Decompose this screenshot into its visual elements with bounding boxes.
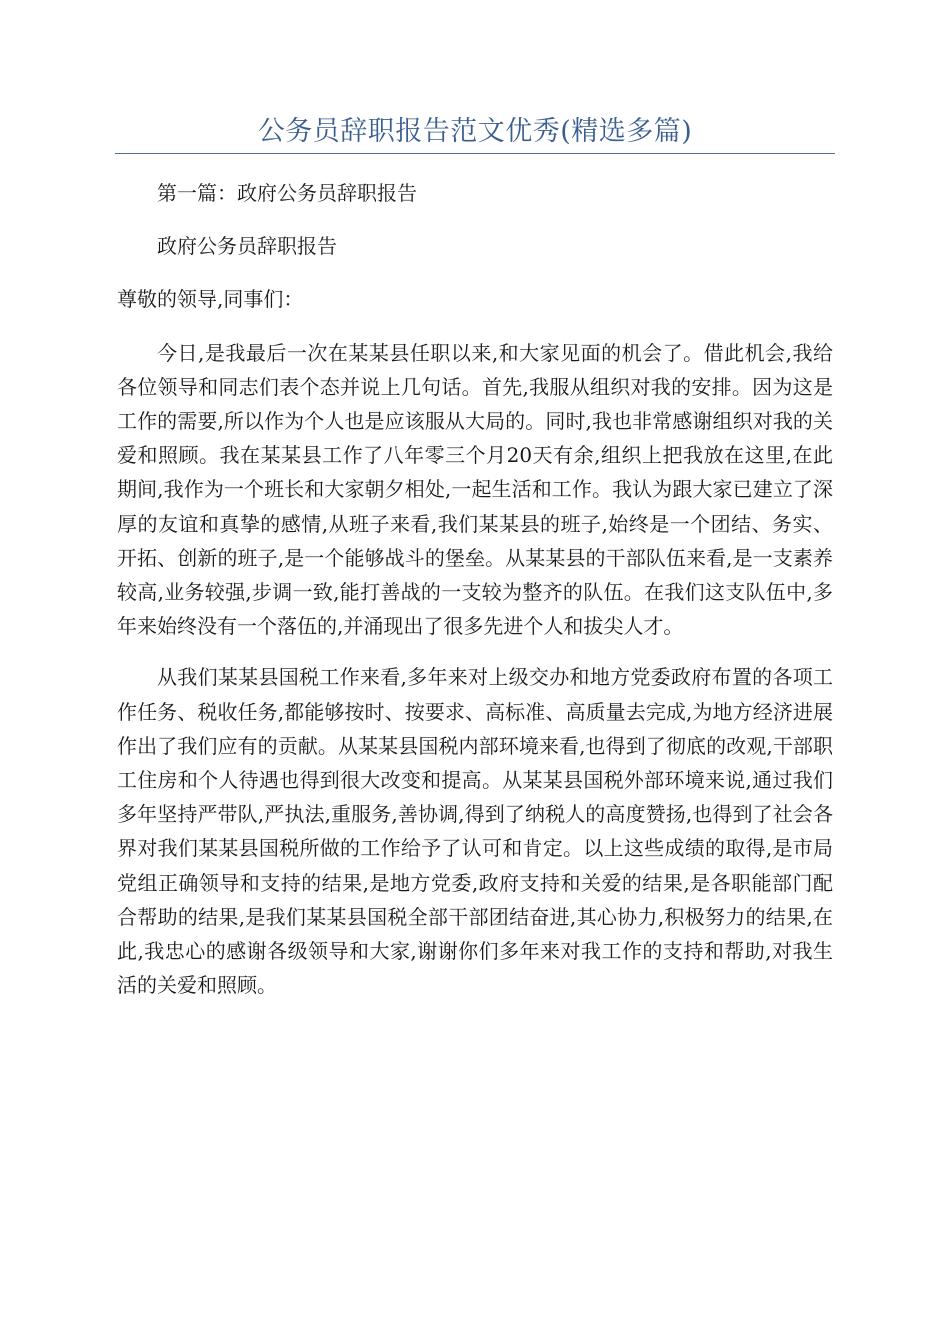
document-title: 公务员辞职报告范文优秀(精选多篇) [257, 116, 693, 147]
section-heading: 第一篇：政府公务员辞职报告 [157, 181, 417, 205]
document-body [117, 176, 833, 1019]
report-heading: 政府公务员辞职报告 [157, 234, 337, 259]
body-paragraph: 从我们某某县国税工作来看,多年来对上级交办和地方党委政府布置的各项工作任务、税收任务,都能够按时、按要求、高标准、高质量去完成,为地方经济进展作出了我们应有的贡献。从某某县国税内部环境来看,也得到了彻底的改观,干部职工住房和个人待遇也得到很大改变和提高。从某某县国税外部环境来说,通过我们多年坚持严带队,严执法,重服务,善协调,得到了纳税人的高度赞扬,也得到了社会各界对我们某某县国税所做的工作给予了认可和肯定。以上这些成绩的取得,是市局党组正确领导和支持的结果,是地方党委,政府支持和关爱的结果,是各职能部门配合帮助的结果,是我们某某县国税全部干部团结奋进,其心协力,积极努力的结果,在此,我忠心的感谢各级领导和大家,谢谢你们多年来对我工作的支持和帮助,对我生活的关爱和照顾。 [117, 665, 833, 998]
title-underline [115, 153, 835, 154]
body-paragraph: 今日,是我最后一次在某某县任职以来,和大家见面的机会了。借此机会,我给各位领导和同志们表个态并说上几句话。首先,我服从组织对我的安排。因为这是工作的需要,所以作为个人也是应该服从大局的。同时,我也非常感谢组织对我的关爱和照顾。我在某某县工作了八年零三个月20天有余,组织上把我放在这里,在此期间,我作为一个班长和大家朝夕相处,一起生活和工作。我认为跟大家已建立了深厚的友谊和真挚的感情,从班子来看,我们某某县的班子,始终是一个团结、务实、开拓、创新的班子,是一个能够战斗的堡垒。从某某县的干部队伍来看,是一支素养较高,业务较强,步调一致,能打善战的一支较为整齐的队伍。在我们这支队伍中,多年来始终没有一个落伍的,并涌现出了很多先进个人和拔尖人才。 [117, 340, 833, 639]
salutation: 尊敬的领导,同事们： [117, 287, 304, 312]
